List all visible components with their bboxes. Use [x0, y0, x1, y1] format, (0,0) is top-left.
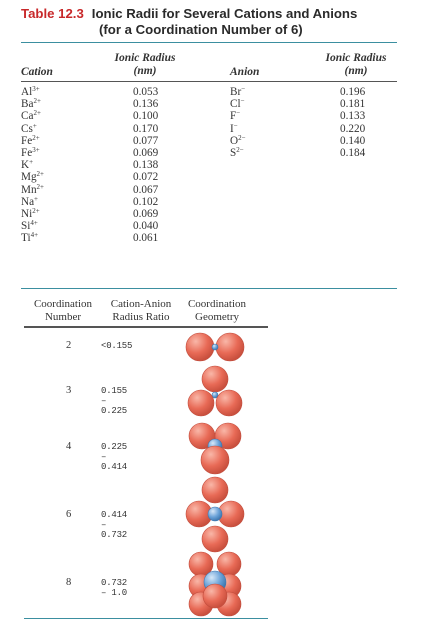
- anion-radius-value: 0.196: [340, 86, 366, 98]
- header-radius-unit: (nm): [133, 65, 157, 77]
- header-radius-label: Ionic Radius: [325, 52, 387, 64]
- cation-radius-value: 0.067: [133, 183, 159, 196]
- cation-radius-value: 0.069: [133, 208, 159, 220]
- anion-sphere: [188, 390, 214, 416]
- anion-radius-value: 0.184: [340, 147, 366, 159]
- table-top-rule: [21, 42, 397, 43]
- radius-ratio: <0.155: [101, 341, 133, 351]
- cubic-geometry-icon: [183, 548, 247, 620]
- anion-radius-value: 0.140: [340, 134, 366, 147]
- header-radius-ratio: [103, 298, 179, 324]
- cation-symbol: $Fe^{2+}$: [21, 133, 40, 147]
- anion-sphere: [216, 390, 242, 416]
- anion-radius-value: 0.181: [340, 98, 366, 111]
- cation-symbol: $Fe^{3+}$: [21, 146, 40, 159]
- cation-radius-value: 0.069: [133, 147, 159, 159]
- anion-symbol: I−: [230, 121, 238, 135]
- header-anion: Anion: [230, 66, 260, 78]
- octahedral-geometry-icon: [184, 476, 246, 556]
- table-bottom-rule: [21, 288, 397, 289]
- table-caption: [21, 6, 357, 38]
- cation-symbol: $Ti^{4+}$: [21, 231, 39, 245]
- anion-symbol: Cl−: [230, 97, 245, 111]
- anion-sphere: [216, 333, 244, 361]
- linear-geometry-icon: [184, 331, 246, 363]
- cation-symbol: $Ni^{2+}$: [21, 207, 40, 220]
- cation-symbol: $Mn^{2+}$: [21, 182, 44, 196]
- tetrahedral-geometry-icon: [184, 420, 246, 476]
- cation-symbol: Na+: [21, 194, 38, 208]
- table-title-line1: Ionic Radii for Several Cations and Anions: [91, 6, 358, 21]
- cation-radius-value: 0.040: [133, 220, 159, 233]
- header-cation-radius: [100, 52, 190, 78]
- cation-symbol: $Ba^{2+}$: [21, 97, 41, 111]
- header-geometry-line2: Geometry: [195, 311, 239, 323]
- cation-radius-value: 0.100: [133, 110, 159, 123]
- anion-symbol: $O^{2-}$: [230, 133, 246, 147]
- anion-symbol: F−: [230, 109, 241, 123]
- anion-symbol: $S^{2-}$: [230, 146, 244, 159]
- radius-ratio: 0.225 – 0.414: [101, 442, 128, 472]
- triangular-geometry-icon: [184, 364, 246, 420]
- header-anion-radius: [314, 52, 398, 78]
- coordination-number: 6: [66, 509, 72, 520]
- cation-radius-value: 0.136: [133, 98, 159, 111]
- table-label: Table 12.3: [21, 6, 84, 21]
- header-radius-unit: (nm): [344, 65, 368, 77]
- cation-radius-value: 0.077: [133, 134, 159, 147]
- coordination-number: 8: [66, 577, 72, 588]
- header-coordination-number: [24, 298, 102, 324]
- cation-radius-value: 0.170: [133, 122, 159, 135]
- coord-header-rule: [24, 326, 268, 328]
- coordination-number: 2: [66, 340, 72, 351]
- anion-symbol: Br−: [230, 85, 246, 98]
- coordination-number: 3: [66, 385, 72, 396]
- header-cn-line2: Number: [44, 311, 82, 323]
- cation-symbol: Cs+: [21, 121, 37, 135]
- header-ratio-line2: Radius Ratio: [112, 311, 170, 323]
- anion-sphere: [202, 366, 228, 392]
- cation-radius-value: 0.072: [133, 171, 159, 184]
- header-ratio-line1: Cation-Anion: [110, 298, 172, 310]
- header-cn-line1: Coordination: [33, 298, 93, 310]
- cation-symbol: K+: [21, 158, 34, 172]
- cation-sphere: [208, 507, 222, 521]
- anion-sphere: [201, 446, 229, 474]
- table-title-line2: (for a Coordination Number of 6): [99, 22, 303, 37]
- coordination-number: 4: [66, 441, 72, 452]
- cation-symbol: $Ca^{2+}$: [21, 109, 41, 123]
- anion-sphere: [186, 333, 214, 361]
- table-header-rule: [21, 81, 397, 82]
- anion-sphere: [202, 477, 228, 503]
- radius-ratio: 0.414 – 0.732: [101, 510, 128, 540]
- header-radius-label: Ionic Radius: [114, 52, 176, 64]
- header-geometry: [180, 298, 254, 324]
- anion-sphere: [203, 584, 227, 608]
- radius-ratio: 0.155 – 0.225: [101, 386, 128, 416]
- header-geometry-line1: Coordination: [187, 298, 247, 310]
- cation-symbol: $Al^{3+}$: [21, 85, 40, 98]
- cation-radius-value: 0.138: [133, 159, 159, 172]
- coord-bottom-rule: [24, 618, 268, 619]
- cation-radius-value: 0.102: [133, 195, 159, 208]
- header-cation: Cation: [21, 66, 53, 78]
- cation-symbol: $Mg^{2+}$: [21, 170, 44, 184]
- radius-ratio: 0.732 – 1.0: [101, 578, 128, 598]
- cation-radius-value: 0.061: [133, 232, 159, 245]
- anion-radius-value: 0.133: [340, 110, 366, 123]
- cation-symbol: $Si^{4+}$: [21, 219, 38, 233]
- anion-radius-value: 0.220: [340, 122, 366, 135]
- cation-radius-value: 0.053: [133, 86, 159, 98]
- cation-sphere: [212, 344, 218, 350]
